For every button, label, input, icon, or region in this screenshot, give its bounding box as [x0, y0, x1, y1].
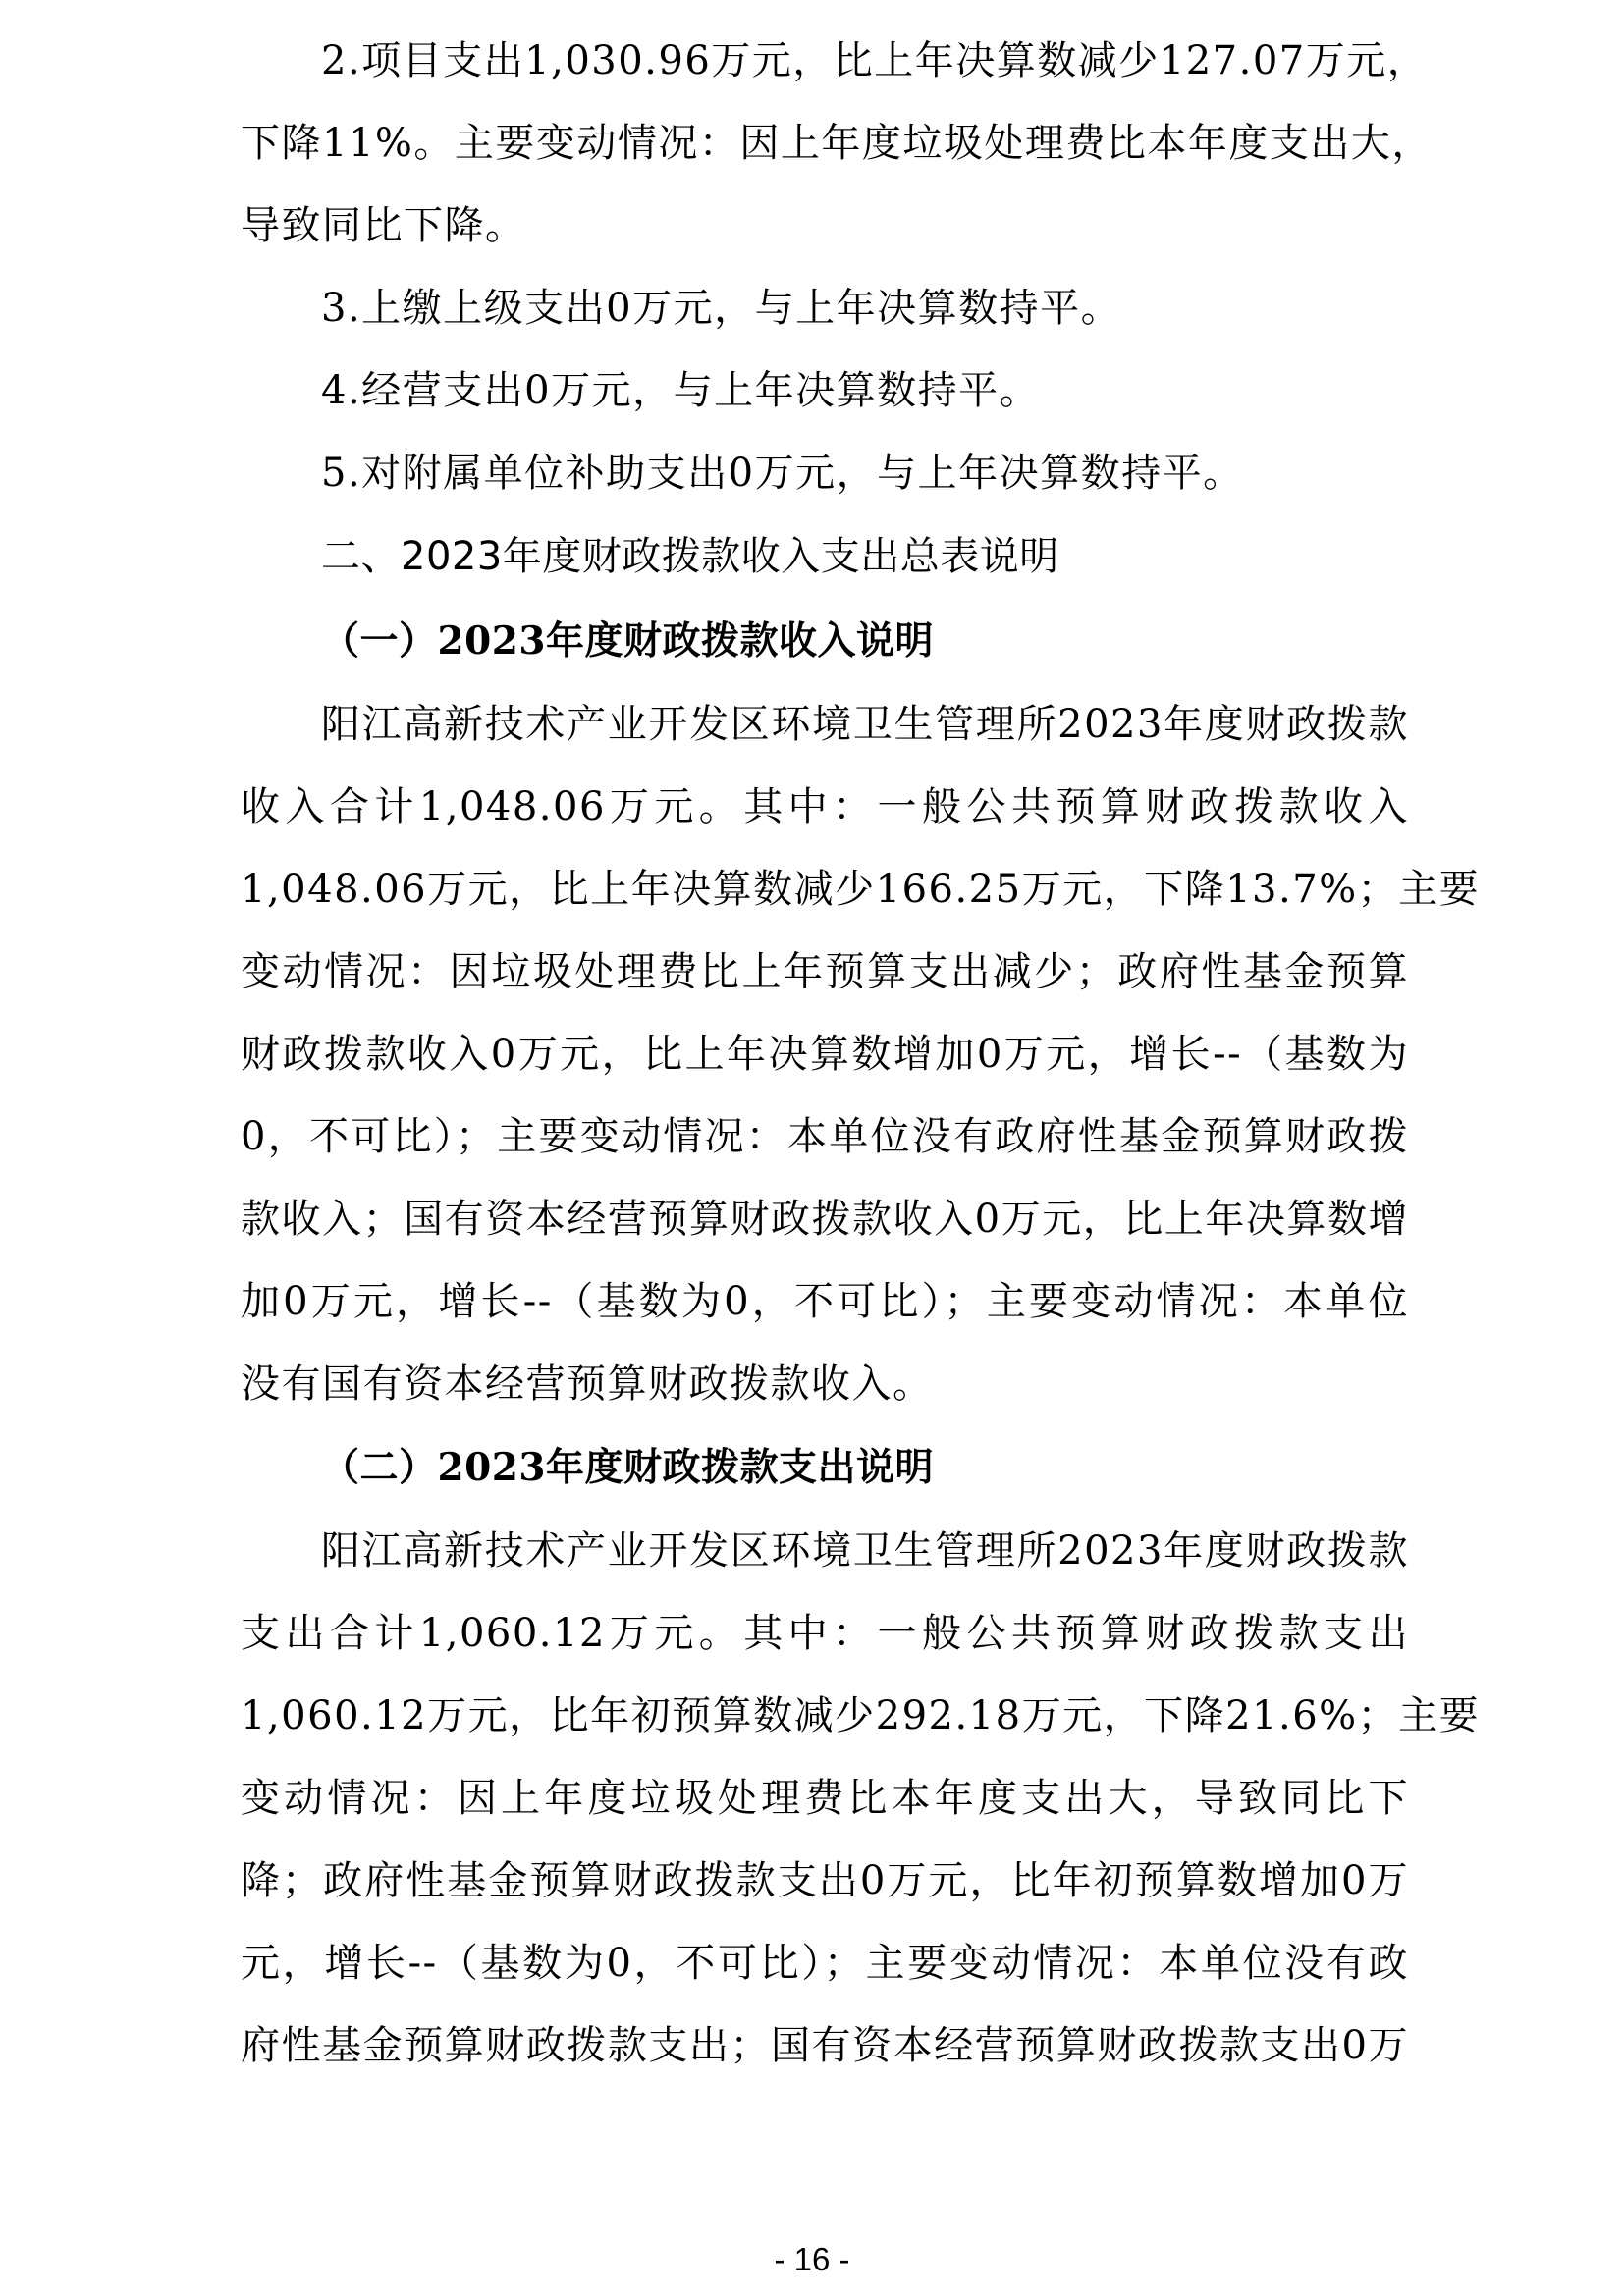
text-line: 变动情况：因垃圾处理费比上年预算支出减少；政府性基金预算: [241, 949, 1409, 994]
text-line: 0，不可比）；主要变动情况：本单位没有政府性基金预算财政拨: [241, 1114, 1409, 1159]
text-line: 没有国有资本经营预算财政拨款收入。: [241, 1362, 934, 1407]
text-line: 2.项目支出1,030.96万元，比上年决算数减少127.07万元，: [321, 38, 1429, 83]
text-line: 支出合计1,060.12万元。其中：一般公共预算财政拨款支出: [241, 1611, 1409, 1656]
text-line: 府性基金预算财政拨款支出；国有资本经营预算财政拨款支出0万: [241, 2023, 1409, 2068]
text-line: 加0万元，增长--（基数为0，不可比）；主要变动情况：本单位: [241, 1279, 1409, 1324]
text-line: 导致同比下降。: [241, 203, 526, 248]
text-line: 降；政府性基金预算财政拨款支出0万元，比年初预算数增加0万: [241, 1858, 1409, 1903]
paragraph-project-expenditure: [241, 20, 1433, 267]
text-line: 5.对附属单位补助支出0万元，与上年决算数持平。: [321, 451, 1244, 496]
text-line: 阳江高新技术产业开发区环境卫生管理所2023年度财政拨款: [321, 702, 1409, 747]
text-line: 阳江高新技术产业开发区环境卫生管理所2023年度财政拨款: [321, 1528, 1409, 1574]
text-line: 1,060.12万元，比年初预算数减少292.18万元，下降21.6%；主要: [241, 1693, 1481, 1738]
text-line: 4.经营支出0万元，与上年决算数持平。: [321, 368, 1041, 413]
text-line: 1,048.06万元，比上年决算数减少166.25万元，下降13.7%；主要: [241, 867, 1481, 912]
page-body: [241, 20, 1481, 2087]
text-line: 3.上缴上级支出0万元，与上年决算数持平。: [321, 286, 1122, 331]
subsection-heading-income: （一）2023年度财政拨款收入说明: [321, 618, 935, 664]
section-heading: 二、2023年度财政拨款收入支出总表说明: [321, 534, 1059, 579]
text-line: 款收入；国有资本经营预算财政拨款收入0万元，比上年决算数增: [241, 1197, 1409, 1242]
paragraph-upper-level-expenditure: [241, 267, 1409, 349]
text-line: 财政拨款收入0万元，比上年决算数增加0万元，增长--（基数为: [241, 1032, 1409, 1077]
subsection-heading-expenditure: （二）2023年度财政拨款支出说明: [321, 1445, 935, 1490]
text-line: 下降11%。主要变动情况：因上年度垃圾处理费比本年度支出大，: [241, 121, 1433, 166]
text-line: 元，增长--（基数为0，不可比）；主要变动情况：本单位没有政: [241, 1941, 1409, 1986]
paragraph-subsidiary-subsidy: [241, 432, 1409, 514]
page-number: - 16 -: [774, 2241, 850, 2277]
text-line: 变动情况：因上年度垃圾处理费比本年度支出大，导致同比下: [241, 1776, 1409, 1821]
paragraph-appropriation-expenditure: [241, 1510, 1481, 2087]
text-line: 收入合计1,048.06万元。其中：一般公共预算财政拨款收入: [241, 784, 1409, 829]
paragraph-operating-expenditure: [241, 349, 1409, 432]
paragraph-appropriation-income: [241, 683, 1481, 1425]
